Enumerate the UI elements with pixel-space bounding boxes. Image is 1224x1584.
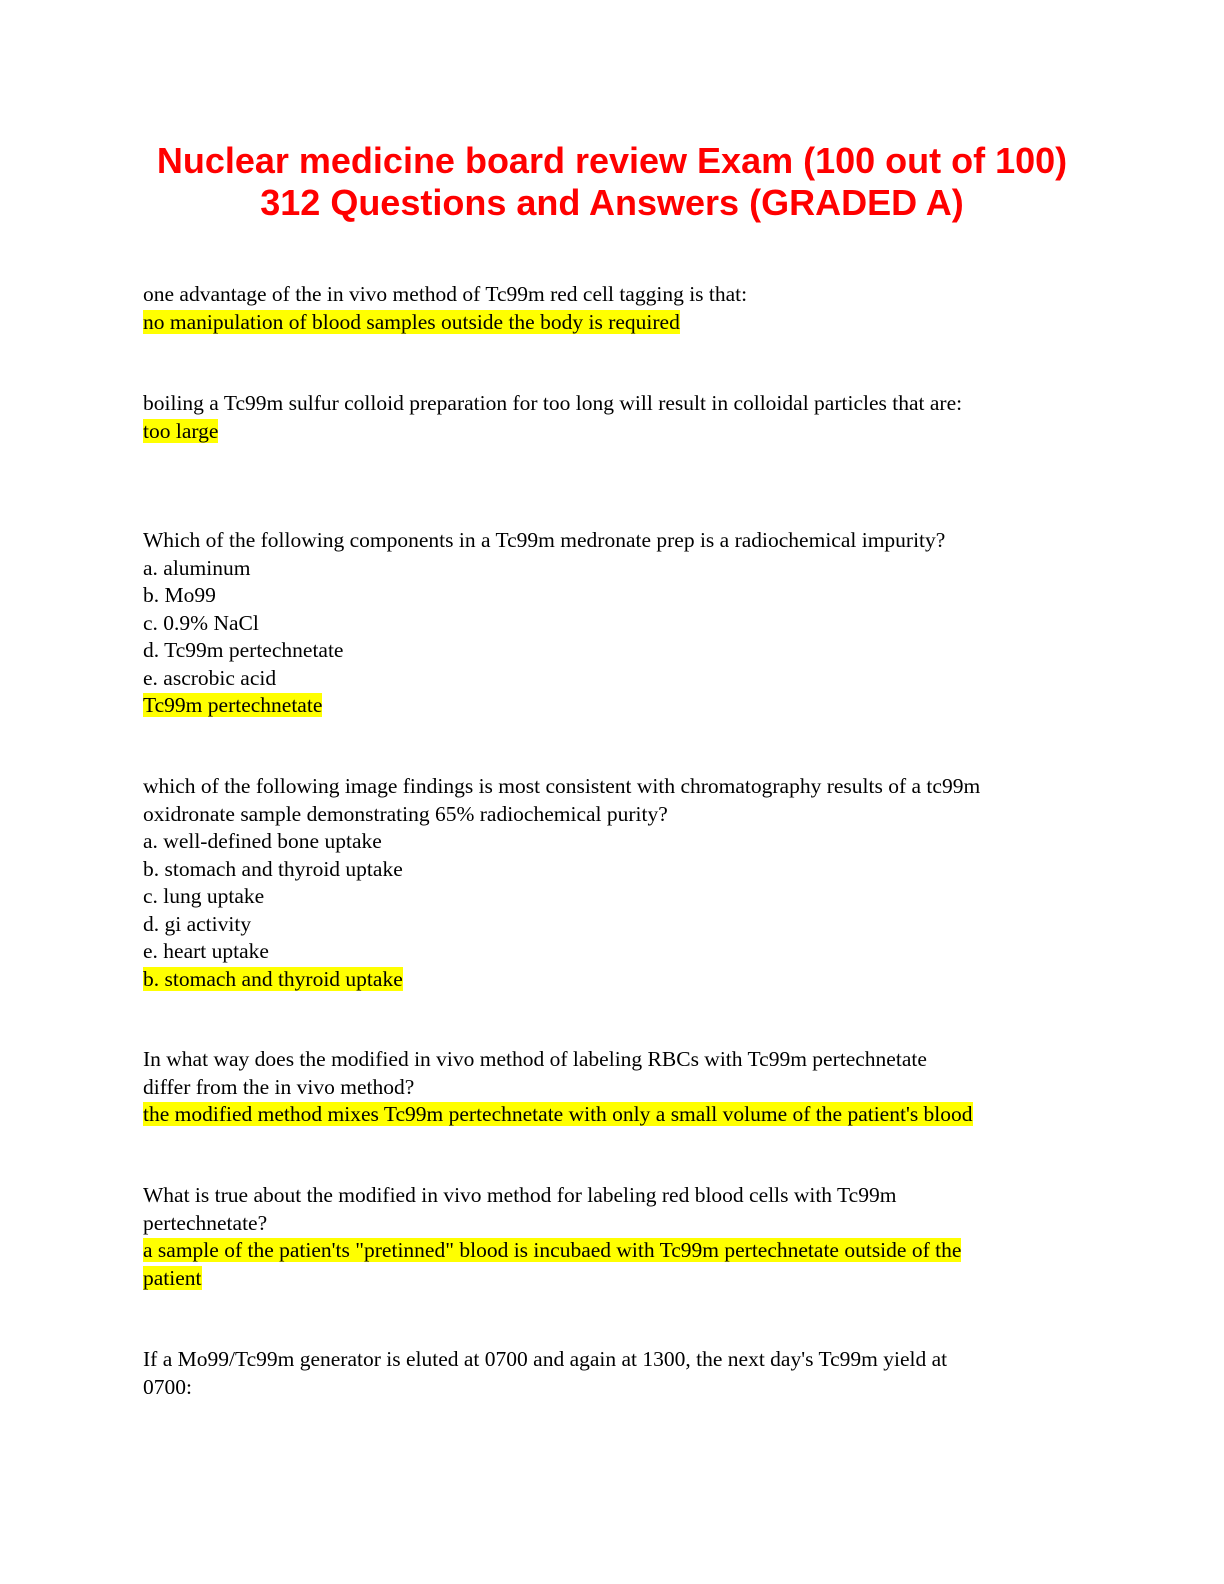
option-d: d. Tc99m pertechnetate (143, 638, 344, 662)
question-text-line-1: What is true about the modified in vivo method for labeling red blood cells with Tc99m (143, 1183, 897, 1207)
answer-text: too large (143, 418, 219, 443)
question-text-line-1: In what way does the modified in vivo method of labeling RBCs with Tc99m pertechnetate (143, 1047, 927, 1071)
question-block-3 (143, 527, 1103, 720)
title-line-1: Nuclear medicine board review Exam (100 out of 100) (156, 140, 1068, 181)
question-block-6 (143, 1182, 1103, 1292)
document-title (0, 140, 1224, 224)
option-e: e. heart uptake (143, 939, 269, 963)
question-text-line-1: which of the following image findings is most consistent with chromatography results of a tc99m (143, 774, 981, 798)
question-block-5 (143, 1046, 1103, 1129)
answer-highlight (143, 418, 1103, 446)
answer-text: the modified method mixes Tc99m pertechnetate with only a small volume of the patient's blood (143, 1102, 973, 1126)
answer-text: Tc99m pertechnetate (143, 693, 323, 717)
question-block-2 (143, 390, 1103, 445)
answer-text: b. stomach and thyroid uptake (143, 966, 403, 991)
answer-text: no manipulation of blood samples outside the body is required (143, 309, 680, 334)
question-block-4 (143, 773, 1103, 993)
question-text: boiling a Tc99m sulfur colloid preparation for too long will result in colloidal particles that are: (143, 391, 963, 415)
title-line-2: 312 Questions and Answers (GRADED A) (260, 182, 964, 223)
question-text: one advantage of the in vivo method of Tc99m red cell tagging is that: (143, 282, 748, 306)
question-block-1 (143, 281, 1103, 336)
answer-highlight (143, 1101, 1103, 1129)
option-d: d. gi activity (143, 911, 252, 936)
answer-text-line-1: a sample of the patien'ts "pretinned" blood is incubaed with Tc99m pertechnetate outside of the (143, 1238, 962, 1262)
answer-highlight-line-1 (143, 1237, 1103, 1265)
question-text-line-1: If a Mo99/Tc99m generator is eluted at 0700 and again at 1300, the next day's Tc99m yield at (143, 1347, 948, 1371)
question-text-line-2: oxidronate sample demonstrating 65% radiochemical purity? (143, 801, 668, 826)
option-c: c. 0.9% NaCl (143, 610, 259, 635)
question-text-line-2: 0700: (143, 1374, 192, 1399)
option-a: a. aluminum (143, 555, 251, 580)
answer-highlight (143, 966, 1103, 994)
option-a: a. well-defined bone uptake (143, 829, 382, 853)
question-text: Which of the following components in a Tc99m medronate prep is a radiochemical impurity? (143, 528, 946, 552)
answer-highlight-line-2 (143, 1265, 1103, 1293)
question-text-line-2: differ from the in vivo method? (143, 1074, 415, 1099)
option-b: b. stomach and thyroid uptake (143, 856, 403, 881)
answer-highlight (143, 692, 1103, 720)
option-b: b. Mo99 (143, 583, 216, 607)
option-e: e. ascrobic acid (143, 665, 277, 690)
question-block-7 (143, 1346, 1103, 1401)
answer-text-line-2: patient (143, 1265, 202, 1290)
answer-highlight (143, 309, 1103, 337)
question-text-line-2: pertechnetate? (143, 1210, 268, 1235)
option-c: c. lung uptake (143, 884, 265, 908)
